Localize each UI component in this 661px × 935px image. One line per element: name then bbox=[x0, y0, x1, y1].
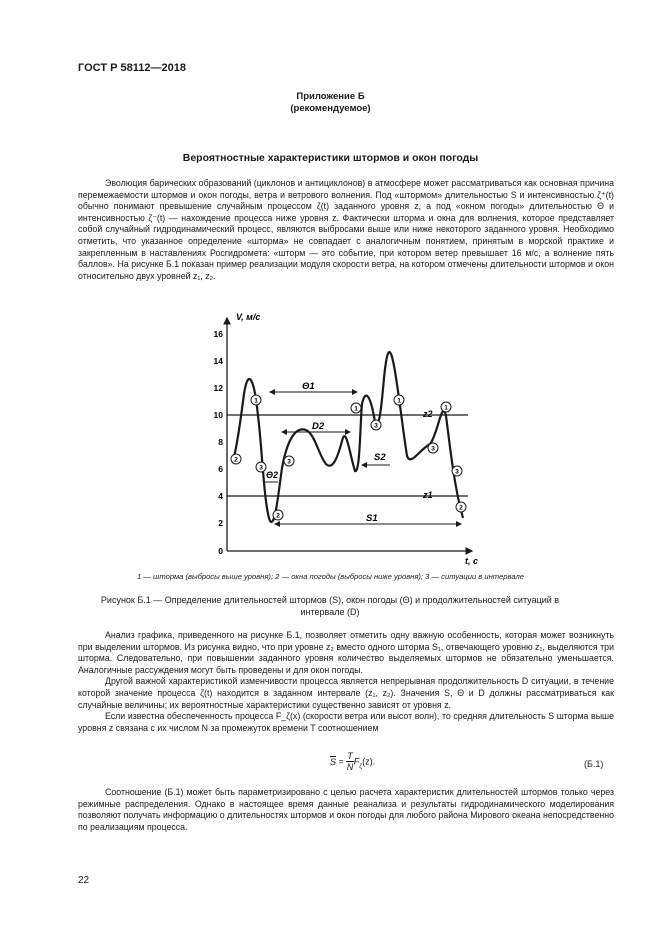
s2-label: S2 bbox=[374, 452, 386, 463]
marker-situation bbox=[452, 466, 462, 476]
y-tick: 6 bbox=[218, 464, 223, 474]
formula-fraction bbox=[346, 751, 354, 772]
document-header: ГОСТ Р 58112—2018 bbox=[78, 62, 186, 74]
svg-text:3: 3 bbox=[374, 422, 378, 430]
level-z2-label: z2 bbox=[423, 409, 433, 419]
y-tick: 12 bbox=[213, 383, 223, 393]
formula-b1 bbox=[330, 751, 375, 772]
paragraph-text: Эволюция барических образований (циклонов и антициклонов) в атмосфере может рассматриваться как основная причина перемежаемости штормов и окон погоды, ветра и ветрового волнения. Под «штормом» длительностью S и интенсивностью ζ⁺(t) обычно понимают превышение случайным процессом ζ(t) заданного уровня z, а под «окном погоды» длительностью Θ и интенсивностью ζ⁻(t) — нахождение процесса ниже уровня z. Фактически шторма и окна для волнения, которое представляет собой случайный гидродинамический процесс, являются выбросами выше или ниже некоторого заданного уровня. Необходимо отметить, что указанное определение «шторма» не совпадает с аналогичным понятием, принятым в морской практике и закрепленным в наставлениях Росгидромета: «шторм — это событие, при котором ветер превышает 16 м/с, а волнение пять баллов». На рисунке Б.1 показан пример реализации модуля скорости ветра, на котором отмечены длительности штормов и окон относительно двух уровней z₁, z₂. bbox=[78, 178, 614, 281]
formula-subscript: ζ bbox=[359, 762, 363, 770]
y-axis-label: V, м/с bbox=[236, 312, 261, 322]
formula-eq: = bbox=[336, 756, 347, 767]
marker-situation bbox=[256, 462, 266, 472]
page-number: 22 bbox=[78, 875, 90, 886]
svg-text:3: 3 bbox=[431, 445, 435, 453]
svg-text:2: 2 bbox=[276, 512, 280, 520]
x-axis-label: t, c bbox=[465, 556, 479, 566]
y-tick: 10 bbox=[213, 410, 223, 420]
marker-situation bbox=[371, 420, 381, 430]
s1-label: S1 bbox=[366, 513, 378, 524]
figure-legend: 1 — шторма (выбросы выше уровня); 2 — окна погоды (выбросы ниже уровня); 3 — ситуации в интервале bbox=[137, 572, 524, 581]
svg-text:3: 3 bbox=[287, 458, 291, 466]
formula-function: F bbox=[353, 756, 360, 767]
theta1-label: Θ1 bbox=[302, 381, 315, 392]
closing-paragraph bbox=[78, 787, 614, 833]
intro-paragraph bbox=[78, 178, 614, 282]
marker-storm bbox=[441, 402, 451, 412]
paragraph-text: Если известна обеспеченность процесса F_ζ(x) (скорости ветра или высот волн), то средняя длительность S шторма выше уровня z связана с их числом N за промежуток времени T соотношением bbox=[78, 711, 614, 733]
y-tick: 4 bbox=[218, 491, 223, 501]
marker-storm bbox=[351, 403, 361, 413]
y-tick: 16 bbox=[213, 329, 223, 339]
formula-numerator: T bbox=[347, 751, 353, 761]
y-tick: 8 bbox=[218, 437, 223, 447]
figure-caption: Рисунок Б.1 — Определение длительностей штормов (S), окон погоды (Θ) и продолжительностей ситуаций в интервале (D) bbox=[100, 595, 560, 617]
analysis-paragraphs bbox=[78, 630, 614, 734]
formula-lhs: $\overline{S}$ bbox=[330, 756, 337, 767]
appendix-title: Приложение Б bbox=[296, 91, 365, 102]
svg-text:3: 3 bbox=[455, 468, 459, 476]
marker-window bbox=[231, 454, 241, 464]
appendix-heading bbox=[60, 91, 601, 115]
y-tick: 0 bbox=[218, 546, 223, 556]
svg-text:1: 1 bbox=[354, 405, 358, 413]
appendix-subtitle: (рекомендуемое) bbox=[290, 103, 371, 114]
paragraph-text: Соотношение (Б.1) может быть параметризировано с целью расчета характеристик длительностей штормов только через режимные распределения. Однако в настоящее время данные реанализа и результаты гидродинамического моделирования позволяют получать информацию о длительностях штормов и окон погоды для любого района Мирового океана непосредственно по реализациям процесса. bbox=[78, 787, 614, 832]
paragraph-text: Анализ графика, приведенного на рисунке Б.1, позволяет отметить одну важную особенность, которая может возникнуть при выделении штормов. Из рисунка видно, что при уровне z₂ вместо одного шторма S₁, отвечающего уровню z₁, выделяются три шторма. Следовательно, при повышении заданного уровня количество выделяемых штормов не обязательно уменьшается. Аналогичные рассуждения могут быть проведены и для окон погоды. bbox=[78, 630, 614, 675]
level-z1-label: z1 bbox=[423, 490, 433, 500]
theta2-label: Θ2 bbox=[266, 470, 279, 480]
marker-window bbox=[273, 510, 283, 520]
svg-text:3: 3 bbox=[259, 464, 263, 472]
svg-text:1: 1 bbox=[397, 397, 401, 405]
marker-window bbox=[456, 502, 466, 512]
formula-denominator: N bbox=[346, 762, 354, 772]
formula-argument: (z). bbox=[362, 756, 376, 767]
svg-text:1: 1 bbox=[254, 397, 258, 405]
wind-speed-figure bbox=[190, 306, 490, 568]
svg-text:1: 1 bbox=[444, 404, 448, 412]
y-tick: 14 bbox=[213, 356, 223, 366]
d2-label: D2 bbox=[312, 421, 325, 432]
paragraph-text: Другой важной характеристикой изменчивости процесса является непрерывная продолжительность D ситуации, в течение которой значение процесса ζ(t) находится в заданном интервале (z₁, z₂). Значения S, Θ и D должны рассматриваться как случайные величины; их вероятностные характеристики существенно зависят от уровня z. bbox=[78, 676, 614, 710]
marker-situation bbox=[284, 456, 294, 466]
marker-storm bbox=[251, 395, 261, 405]
marker-storm bbox=[394, 395, 404, 405]
formula-number: (Б.1) bbox=[584, 759, 604, 769]
section-title: Вероятностные характеристики штормов и окон погоды bbox=[182, 152, 479, 164]
marker-situation bbox=[428, 443, 438, 453]
y-tick: 2 bbox=[218, 518, 223, 528]
svg-text:2: 2 bbox=[234, 456, 238, 464]
svg-text:2: 2 bbox=[459, 504, 463, 512]
